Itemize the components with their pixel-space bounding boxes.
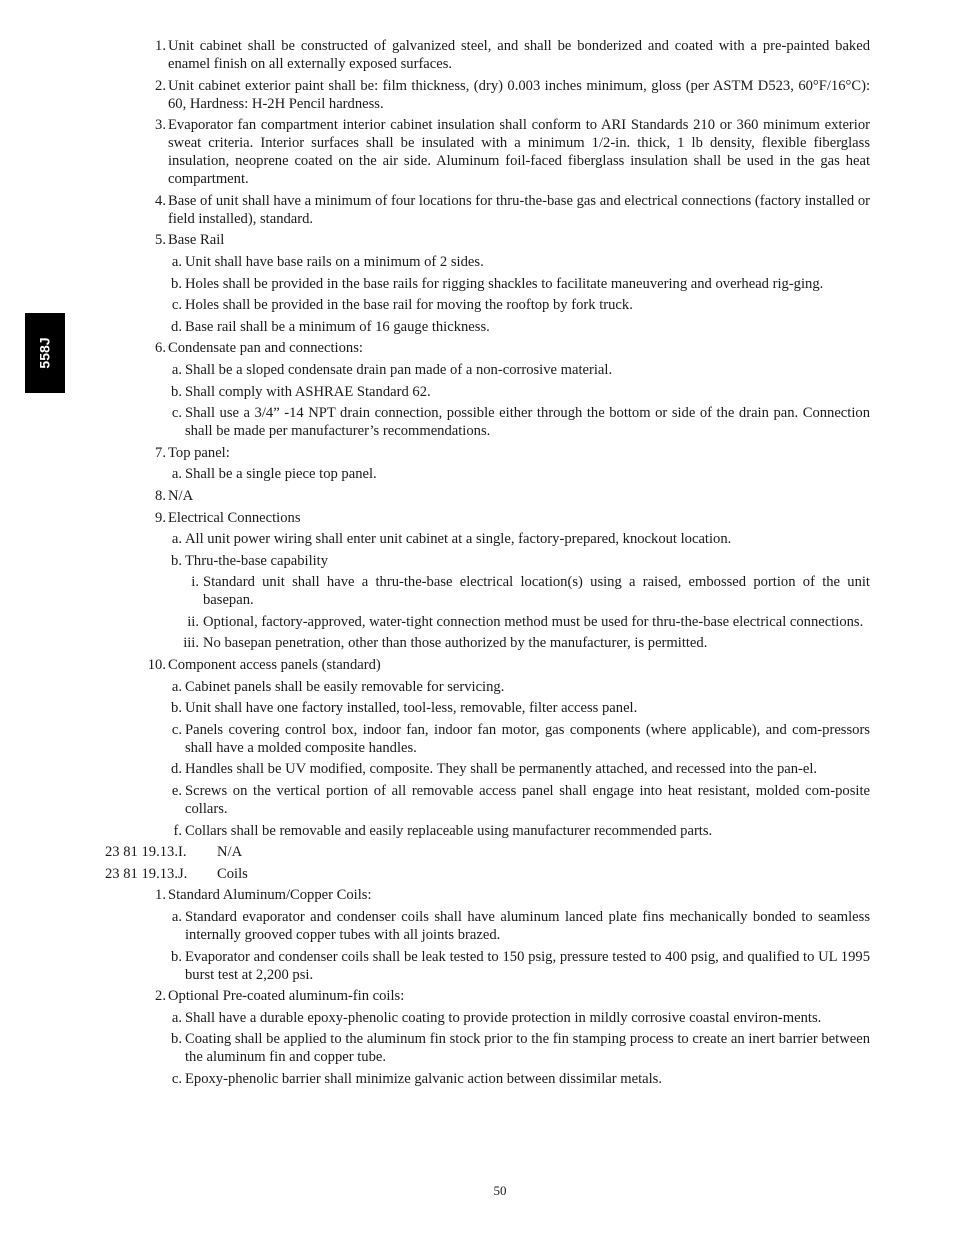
list-item-level-2	[171, 296, 870, 314]
list-marker: a.	[171, 909, 182, 925]
list-item-text: Panels covering control box, indoor fan, indoor fan motor, gas components (where applicable), and com-pressors shall have a molded composite handles.	[185, 721, 870, 756]
list-marker: a.	[171, 1009, 182, 1026]
list-marker: 10.	[147, 657, 166, 674]
list-item-level-1	[155, 231, 870, 249]
list-marker: iii.	[183, 635, 199, 652]
list-marker: 2.	[155, 77, 166, 94]
list-item-level-2	[171, 678, 870, 696]
list-item-text: Optional, factory-approved, water-tight connection method must be used for thru-the-base electrical connections.	[203, 613, 864, 630]
list-item-level-3	[183, 634, 870, 652]
list-item-level-2	[171, 465, 870, 483]
list-marker: d.	[171, 318, 182, 335]
list-item-text: Cabinet panels shall be easily removable for servicing.	[185, 678, 505, 695]
list-item-level-2	[171, 782, 870, 818]
spec-document-body	[0, 37, 954, 1092]
section-code: 23 81 19.13.I.	[105, 844, 187, 861]
list-item-text: Screws on the vertical portion of all removable access panel shall engage into heat resistant, molded com-posite collars.	[185, 783, 870, 818]
list-item-text: N/A	[168, 487, 194, 504]
list-item-text: Component access panels (standard)	[168, 657, 381, 674]
list-marker: b.	[171, 552, 182, 569]
list-item-text: Shall have a durable epoxy-phenolic coating to provide protection in mildly corrosive coastal environ-ments.	[185, 1009, 822, 1026]
page-number: 50	[493, 1183, 507, 1198]
section-heading	[105, 865, 870, 883]
list-item-text: Base Rail	[168, 232, 225, 249]
list-marker: c.	[171, 405, 182, 422]
list-marker: 3.	[155, 117, 166, 134]
list-item-level-1	[155, 339, 870, 357]
list-marker: a.	[171, 678, 182, 695]
list-item-text: All unit power wiring shall enter unit cabinet at a single, factory-prepared, knockout location.	[185, 531, 732, 548]
list-item-level-1	[155, 987, 870, 1005]
list-marker: b.	[171, 700, 182, 717]
list-item-level-2	[171, 721, 870, 757]
list-item-text: No basepan penetration, other than those authorized by the manufacturer, is permitted.	[203, 635, 708, 652]
list-item-level-2	[171, 699, 870, 717]
list-item-level-3	[187, 613, 870, 631]
list-item-text: Shall comply with ASHRAE Standard 62.	[185, 383, 431, 400]
list-item-text: Standard unit shall have a thru-the-base electrical location(s) using a raised, embossed portion of the unit basepan.	[203, 574, 870, 609]
section-heading	[105, 843, 870, 861]
list-item-level-1	[155, 192, 870, 228]
list-item-level-2	[171, 275, 870, 293]
list-item-text: Base rail shall be a minimum of 16 gauge thickness.	[185, 318, 490, 335]
list-item-text: Collars shall be removable and easily replaceable using manufacturer recommended parts.	[185, 822, 713, 839]
list-item-level-3	[191, 573, 870, 609]
section-title: N/A	[217, 844, 243, 861]
list-item-level-2	[171, 361, 870, 379]
list-item-level-2	[171, 404, 870, 440]
list-item-text: Handles shall be UV modified, composite. They shall be permanently attached, and recessed into the pan-el.	[185, 761, 818, 778]
list-item-text: Electrical Connections	[168, 509, 301, 526]
list-item-text: Thru-the-base capability	[185, 552, 329, 569]
list-item-level-2	[171, 318, 870, 336]
list-item-text: Holes shall be provided in the base rails for rigging shackles to facilitate maneuvering and overhead rig-ging.	[185, 275, 824, 292]
list-item-level-1	[155, 37, 870, 73]
section-code: 23 81 19.13.J.	[105, 865, 188, 882]
list-item-level-2	[171, 908, 870, 944]
list-marker: b.	[171, 275, 182, 292]
list-item-level-2	[171, 1030, 870, 1066]
model-side-tab-label: 558J	[37, 337, 53, 369]
list-item-level-1	[147, 656, 870, 674]
list-item-text: Condensate pan and connections:	[168, 340, 363, 357]
list-item-level-1	[155, 444, 870, 462]
list-marker: 7.	[155, 444, 166, 461]
list-item-text: Unit cabinet exterior paint shall be: film thickness, (dry) 0.003 inches minimum, gloss (per ASTM D523, 60°F/16°C): 60, Hardness: H-2H Pencil hardness.	[168, 77, 870, 112]
list-item-text: Base of unit shall have a minimum of four locations for thru-the-base gas and electrical connections (factory installed or field installed), standard.	[168, 192, 870, 227]
list-item-text: Evaporator fan compartment interior cabinet insulation shall conform to ARI Standards 210 or 360 minimum exterior sweat criteria. Interior surfaces shall be insulated with a minimum 1/2-in. thick, 1 lb density, flexible fiberglass insulation, neoprene coated on the air side. Aluminum foil-faced fiberglass insulation shall be used in the gas heat compartment.	[168, 117, 870, 188]
list-item-level-1	[155, 116, 870, 188]
list-item-level-2	[171, 383, 870, 401]
list-item-text: Shall be a single piece top panel.	[185, 466, 377, 483]
list-item-text: Shall be a sloped condensate drain pan made of a non-corrosive material.	[185, 361, 613, 378]
list-item-text: Unit shall have base rails on a minimum of 2 sides.	[185, 253, 484, 270]
list-item-text: Optional Pre-coated aluminum-fin coils:	[168, 988, 405, 1005]
list-marker: 5.	[155, 232, 166, 249]
list-marker: d.	[171, 761, 182, 778]
list-marker: b.	[171, 383, 182, 400]
list-marker: a.	[171, 531, 182, 548]
list-marker: b.	[171, 948, 182, 965]
list-marker: f.	[173, 822, 182, 839]
list-marker: c.	[171, 297, 182, 314]
list-item-text: Coating shall be applied to the aluminum fin stock prior to the fin stamping process to create an inert barrier between the aluminum fin and copper tube.	[185, 1031, 870, 1066]
list-item-text: Standard Aluminum/Copper Coils:	[168, 887, 372, 904]
list-marker: 1.	[155, 887, 166, 904]
list-marker: i.	[191, 574, 199, 591]
list-marker: 4.	[155, 192, 166, 209]
list-marker: b.	[171, 1031, 182, 1048]
list-marker: 9.	[155, 509, 166, 526]
list-item-level-1	[155, 487, 870, 505]
list-item-text: Shall use a 3/4” -14 NPT drain connection, possible either through the bottom or side of the drain pan. Connection shall be made per manufacturer’s recommendations.	[185, 405, 870, 440]
list-item-level-1	[155, 886, 870, 904]
list-item-level-1	[155, 509, 870, 527]
list-item-level-2	[171, 760, 870, 778]
list-item-text: Epoxy-phenolic barrier shall minimize galvanic action between dissimilar metals.	[185, 1070, 662, 1087]
list-marker: c.	[171, 1070, 182, 1087]
list-item-text: Top panel:	[168, 444, 230, 461]
list-marker: 1.	[155, 38, 166, 54]
list-marker: a.	[171, 361, 182, 378]
list-item-level-1	[155, 77, 870, 113]
list-marker: 8.	[155, 487, 166, 504]
list-marker: 2.	[155, 988, 166, 1005]
list-item-text: Standard evaporator and condenser coils shall have aluminum lanced plate fins mechanically bonded to seamless internally grooved copper tubes with all joints brazed.	[185, 909, 870, 943]
section-title: Coils	[217, 865, 248, 882]
list-marker: 6.	[155, 340, 166, 357]
list-marker: ii.	[187, 613, 199, 630]
list-marker: a.	[171, 253, 182, 270]
list-item-level-2	[171, 1070, 870, 1088]
list-marker: a.	[171, 466, 182, 483]
list-item-text: Holes shall be provided in the base rail for moving the rooftop by fork truck.	[185, 297, 633, 314]
list-marker: e.	[171, 783, 182, 800]
list-item-level-2	[171, 1009, 870, 1027]
list-item-level-2	[171, 948, 870, 984]
list-item-level-2	[171, 530, 870, 548]
list-item-text: Evaporator and condenser coils shall be leak tested to 150 psig, pressure tested to 400 psig, and qualified to UL 1995 burst test at 2,200 psi.	[185, 948, 870, 983]
list-item-level-2	[171, 552, 870, 570]
list-item-text: Unit cabinet shall be constructed of galvanized steel, and shall be bonderized and coated with a pre-painted baked enamel finish on all externally exposed surfaces.	[168, 38, 870, 72]
list-marker: c.	[171, 721, 182, 738]
list-item-level-2	[171, 253, 870, 271]
list-item-text: Unit shall have one factory installed, tool-less, removable, filter access panel.	[185, 700, 638, 717]
list-item-level-2	[173, 822, 870, 840]
